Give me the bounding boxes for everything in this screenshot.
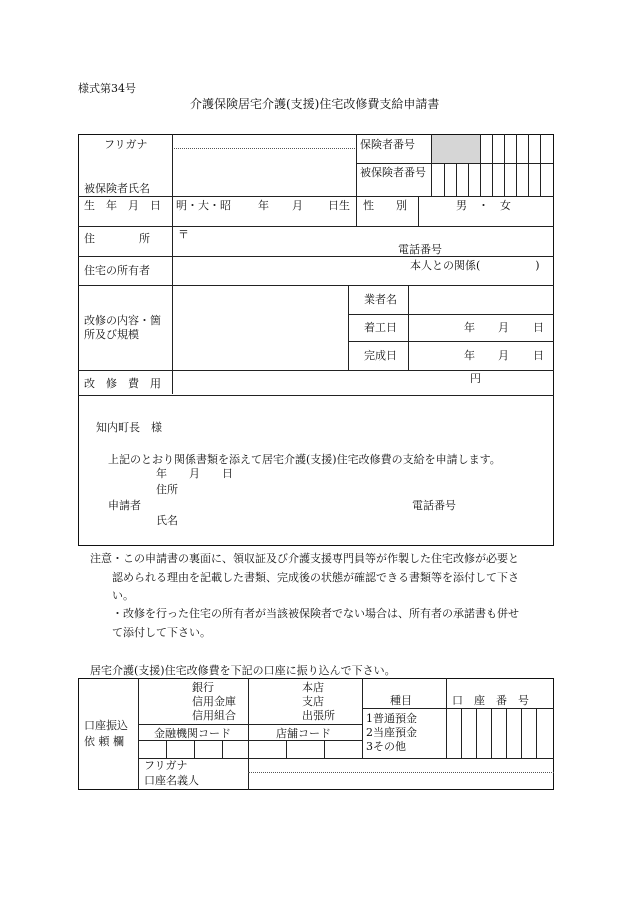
branch-type-3[interactable]: 出張所 [302, 709, 335, 722]
gender-options[interactable]: 男 ・ 女 [456, 199, 511, 212]
start-year: 年 [464, 321, 475, 334]
row-divider [78, 226, 554, 227]
completion-month: 月 [498, 349, 509, 362]
applicant-phone-label: 電話番号 [412, 499, 456, 512]
form-title: 介護保険居宅介護(支援)住宅改修費支給申請書 [190, 97, 440, 111]
row-divider [78, 370, 554, 371]
note-line-1: 注意・この申請書の裏面に、領収証及び介護支援専門員等が作製した住宅改修が必要と [90, 552, 519, 565]
request-date: 年 月 日 [156, 467, 233, 480]
completion-day: 日 [533, 349, 544, 362]
cost-input[interactable] [174, 372, 464, 394]
contractor-label: 業者名 [364, 293, 397, 306]
relation-label: 本人との関係( ) [410, 259, 540, 272]
col-divider [348, 285, 349, 370]
insured-name-input[interactable] [174, 150, 354, 194]
era-options[interactable]: 明・大・昭 [176, 199, 231, 212]
col-divider [138, 678, 139, 790]
account-type-1[interactable]: 1普通預金 [366, 712, 417, 725]
renovation-content-label-2: 所及び規模 [84, 328, 139, 341]
branch-code-label: 店舗コード [276, 727, 331, 740]
institution-code-input[interactable] [140, 741, 246, 757]
col-divider [408, 285, 409, 370]
postal-mark: 〒 [178, 228, 189, 241]
note-line-2: 認められる理由を記載した書類、完成後の状態が確認できる書類等を添付して下さ [112, 571, 519, 584]
address-label: 住 所 [84, 232, 150, 245]
note-line-3: い。 [112, 589, 134, 602]
bank-type-3[interactable]: 信用組合 [192, 709, 236, 722]
holder-furigana-divider [248, 772, 554, 773]
account-holder-input[interactable] [250, 774, 552, 788]
applicant-address-label: 住所 [156, 483, 178, 496]
bank-intro: 居宅介護(支援)住宅改修費を下記の口座に振り込んで下さい。 [90, 664, 396, 677]
col-divider [356, 196, 357, 226]
applicant-name-label: 氏名 [156, 514, 178, 527]
request-statement: 上記のとおり関係書類を添えて居宅介護(支援)住宅改修費の支給を申請します。 [108, 453, 501, 466]
row-divider [362, 708, 446, 709]
bank-type-2[interactable]: 信用金庫 [192, 695, 236, 708]
account-number-label: 口 座 番 号 [452, 694, 529, 707]
col-divider [362, 678, 363, 758]
row-divider [78, 395, 554, 396]
applicant-label: 申請者 [108, 499, 141, 512]
owner-label: 住宅の所有者 [84, 264, 150, 277]
insured-number-input[interactable] [432, 164, 552, 195]
birth-date-label: 生 年 月 日 [84, 199, 161, 212]
insurer-number-input[interactable] [482, 135, 552, 163]
furigana-label: フリガナ [104, 138, 148, 151]
note-line-5: て添付して下さい。 [112, 626, 211, 639]
yen-unit: 円 [470, 372, 481, 385]
account-type-label: 種目 [390, 694, 412, 707]
form-number: 様式第34号 [78, 82, 136, 95]
col-divider [172, 134, 173, 394]
renovation-content-input[interactable] [174, 287, 346, 369]
phone-label: 電話番号 [398, 243, 442, 256]
insured-number-label: 被保険者番号 [360, 166, 426, 179]
completion-year: 年 [464, 349, 475, 362]
row-divider [78, 256, 554, 257]
insurer-number-shaded [432, 135, 480, 163]
insurer-number-label: 保険者番号 [360, 138, 415, 151]
contractor-input[interactable] [410, 287, 552, 313]
furigana-divider [172, 148, 355, 149]
furigana-input[interactable] [174, 135, 354, 147]
applicant-address-input[interactable] [186, 481, 406, 495]
col-divider [356, 134, 357, 196]
institution-code-label: 金融機関コード [154, 727, 231, 740]
row-divider [78, 196, 554, 197]
bank-section-label: 口座振込 [84, 719, 128, 732]
holder-furigana-input[interactable] [250, 759, 552, 771]
cost-label: 改 修 費 用 [84, 377, 161, 390]
completion-date-label: 完成日 [364, 349, 397, 362]
bank-section-label-2: 依 頼 欄 [84, 735, 124, 748]
branch-type-2[interactable]: 支店 [302, 695, 324, 708]
row-divider [348, 341, 554, 342]
insured-name-label: 被保険者氏名 [84, 182, 150, 195]
row-divider [348, 314, 554, 315]
start-day: 日 [533, 321, 544, 334]
bank-type-1[interactable]: 銀行 [192, 681, 214, 694]
account-holder-label: 口座名義人 [144, 774, 199, 787]
account-number-input[interactable] [447, 709, 553, 757]
start-date-label: 着工日 [364, 321, 397, 334]
applicant-name-input[interactable] [186, 512, 406, 526]
owner-input[interactable] [174, 258, 394, 284]
renovation-content-label: 改修の内容・箇 [84, 314, 161, 327]
row-divider [138, 724, 362, 725]
note-line-4: ・改修を行った住宅の所有者が当該被保険者でない場合は、所有者の承諾書も併せ [112, 607, 519, 620]
branch-code-input[interactable] [250, 741, 360, 757]
row-divider [78, 285, 554, 286]
col-divider [248, 678, 249, 790]
birth-year-label: 年 [258, 199, 269, 212]
col-divider [418, 196, 419, 226]
branch-type-1[interactable]: 本店 [302, 681, 324, 694]
gender-label: 性 別 [363, 199, 407, 212]
birth-month-label: 月 [292, 199, 303, 212]
addressee: 知内町長 様 [96, 421, 162, 434]
address-input[interactable] [192, 228, 382, 256]
start-month: 月 [498, 321, 509, 334]
birth-day-label: 日生 [328, 199, 350, 212]
account-type-3[interactable]: 3その他 [366, 740, 406, 753]
account-type-2[interactable]: 2当座預金 [366, 726, 417, 739]
holder-furigana-label: フリガナ [144, 759, 188, 772]
